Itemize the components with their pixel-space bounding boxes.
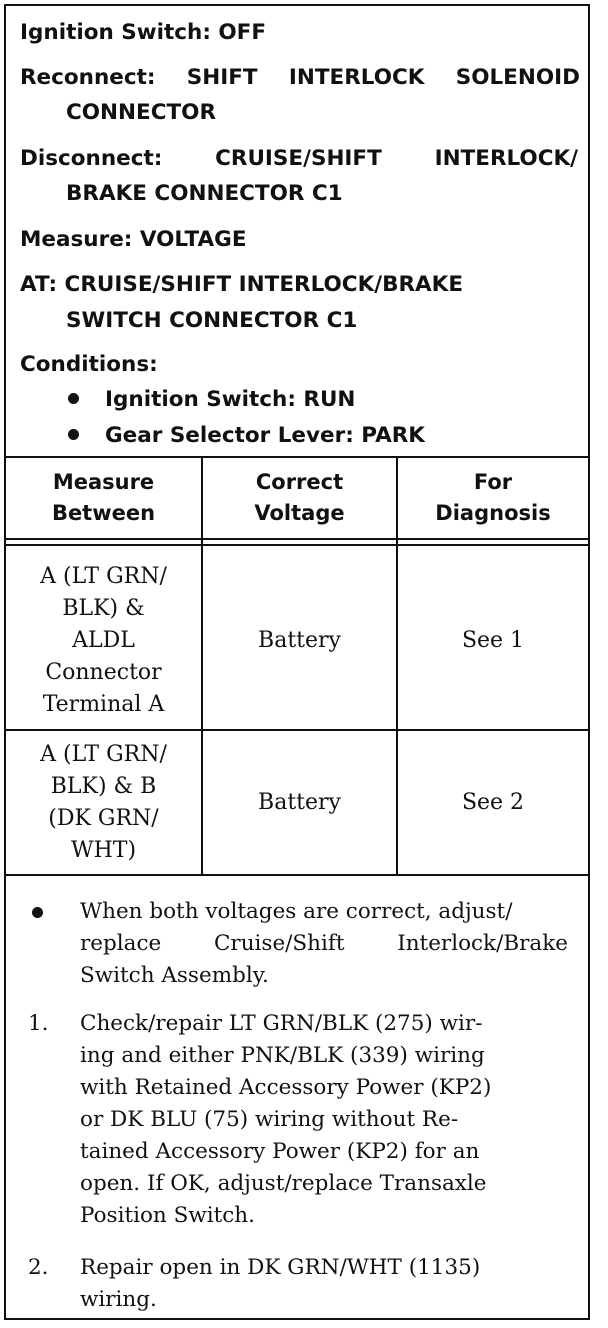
note-1-line: ing and either PNK/BLK (339) wiring xyxy=(80,1043,485,1068)
table-row-1-voltage: Battery xyxy=(258,628,341,653)
condition-item: Ignition Switch: RUN xyxy=(68,381,355,418)
note-1-line: with Retained Accessory Power (KP2) xyxy=(80,1075,492,1100)
diagnostic-chart xyxy=(4,4,590,1320)
note-1-line: tained Accessory Power (KP2) for an xyxy=(80,1139,480,1164)
bullet-icon xyxy=(68,393,79,404)
note-1-line: Check/repair LT GRN/BLK (275) wir- xyxy=(80,1011,483,1036)
at-step-continued: SWITCH CONNECTOR C1 xyxy=(66,308,358,333)
measurement-table xyxy=(6,456,588,876)
bullet-icon xyxy=(68,429,79,440)
note-bullet-line: When both voltages are correct, adjust/ xyxy=(80,899,513,924)
ignition-switch-step: Ignition Switch: OFF xyxy=(20,20,267,45)
header-divider xyxy=(6,544,588,546)
table-row-2-voltage: Battery xyxy=(258,790,341,815)
note-2-marker: 2. xyxy=(28,1255,49,1280)
conditions-label: Conditions: xyxy=(20,352,158,377)
measure-step: Measure: VOLTAGE xyxy=(20,227,247,252)
note-1-line: or DK BLU (75) wiring without Re- xyxy=(80,1107,459,1132)
note-2-line: wiring. xyxy=(80,1287,157,1312)
row-divider xyxy=(6,729,588,731)
note-1-marker: 1. xyxy=(28,1011,49,1036)
disconnect-step-continued: BRAKE CONNECTOR C1 xyxy=(66,181,343,206)
table-row-2-diagnosis: See 2 xyxy=(461,790,525,815)
note-1-line: open. If OK, adjust/replace Transaxle xyxy=(80,1171,487,1196)
note-bullet-line: replace Cruise/Shift Interlock/Brake xyxy=(80,931,568,956)
header-for-diagnosis: For Diagnosis xyxy=(435,470,551,525)
table-row-1-diagnosis: See 1 xyxy=(461,628,525,653)
test-setup xyxy=(6,6,588,458)
disconnect-step: Disconnect: CRUISE/SHIFT INTERLOCK/ xyxy=(20,146,578,171)
header-divider xyxy=(6,538,588,540)
note-2-line: Repair open in DK GRN/WHT (1135) xyxy=(80,1255,481,1280)
reconnect-step: Reconnect: SHIFT INTERLOCK SOLENOID xyxy=(20,65,580,90)
header-measure-between: Measure Between xyxy=(51,470,156,525)
reconnect-step-continued: CONNECTOR xyxy=(66,100,217,125)
bullet-icon xyxy=(32,907,43,918)
note-bullet-line: Switch Assembly. xyxy=(80,963,269,988)
condition-item: Gear Selector Lever: PARK xyxy=(68,417,425,454)
note-1-line: Position Switch. xyxy=(80,1203,255,1228)
table-row-1-between: A (LT GRN/ BLK) & ALDL Connector Terminal A xyxy=(40,564,167,717)
table-row-2-between: A (LT GRN/ BLK) & B (DK GRN/ WHT) xyxy=(40,742,167,863)
diagnosis-notes xyxy=(6,874,588,1318)
at-step: AT: CRUISE/SHIFT INTERLOCK/BRAKE xyxy=(20,272,464,297)
header-correct-voltage: Correct Voltage xyxy=(254,470,345,525)
